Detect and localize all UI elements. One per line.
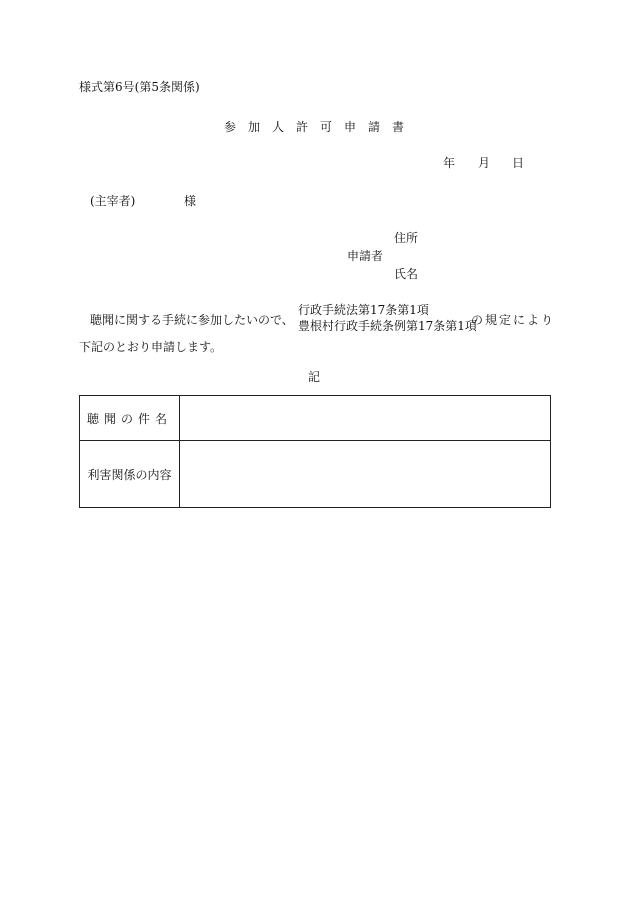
interest-content-label: 利害関係の内容 bbox=[80, 441, 180, 508]
date-day-label: 日 bbox=[512, 156, 525, 170]
addressee-honorific: 様 bbox=[184, 194, 197, 208]
table-row bbox=[80, 396, 551, 441]
body-tail-text: の規定により bbox=[471, 313, 556, 327]
address-label: 住所 bbox=[394, 231, 419, 245]
date-year-label: 年 bbox=[443, 156, 456, 170]
applicant-label: 申請者 bbox=[347, 249, 384, 263]
ki-heading: 記 bbox=[308, 370, 321, 384]
document-title: 参加人許可申請書 bbox=[224, 120, 417, 134]
date-month-label: 月 bbox=[478, 156, 491, 170]
law-options bbox=[298, 302, 477, 334]
interest-content-field[interactable] bbox=[180, 441, 551, 508]
application-table bbox=[79, 395, 551, 508]
body-line2: 下記のとおり申請します。 bbox=[79, 340, 223, 354]
name-label: 氏名 bbox=[394, 267, 419, 281]
addressee-label: (主宰者) bbox=[90, 194, 136, 208]
hearing-title-label: 聴聞の件名 bbox=[80, 396, 180, 441]
hearing-title-field[interactable] bbox=[180, 396, 551, 441]
form-number: 様式第6号(第5条関係) bbox=[79, 80, 200, 94]
table-row bbox=[80, 441, 551, 508]
body-lead-text: 聴聞に関する手続に参加したいので、 bbox=[90, 313, 294, 327]
law-option-ordinance: 豊根村行政手続条例第17条第1項 bbox=[298, 319, 477, 333]
law-option-act: 行政手続法第17条第1項 bbox=[298, 303, 429, 317]
